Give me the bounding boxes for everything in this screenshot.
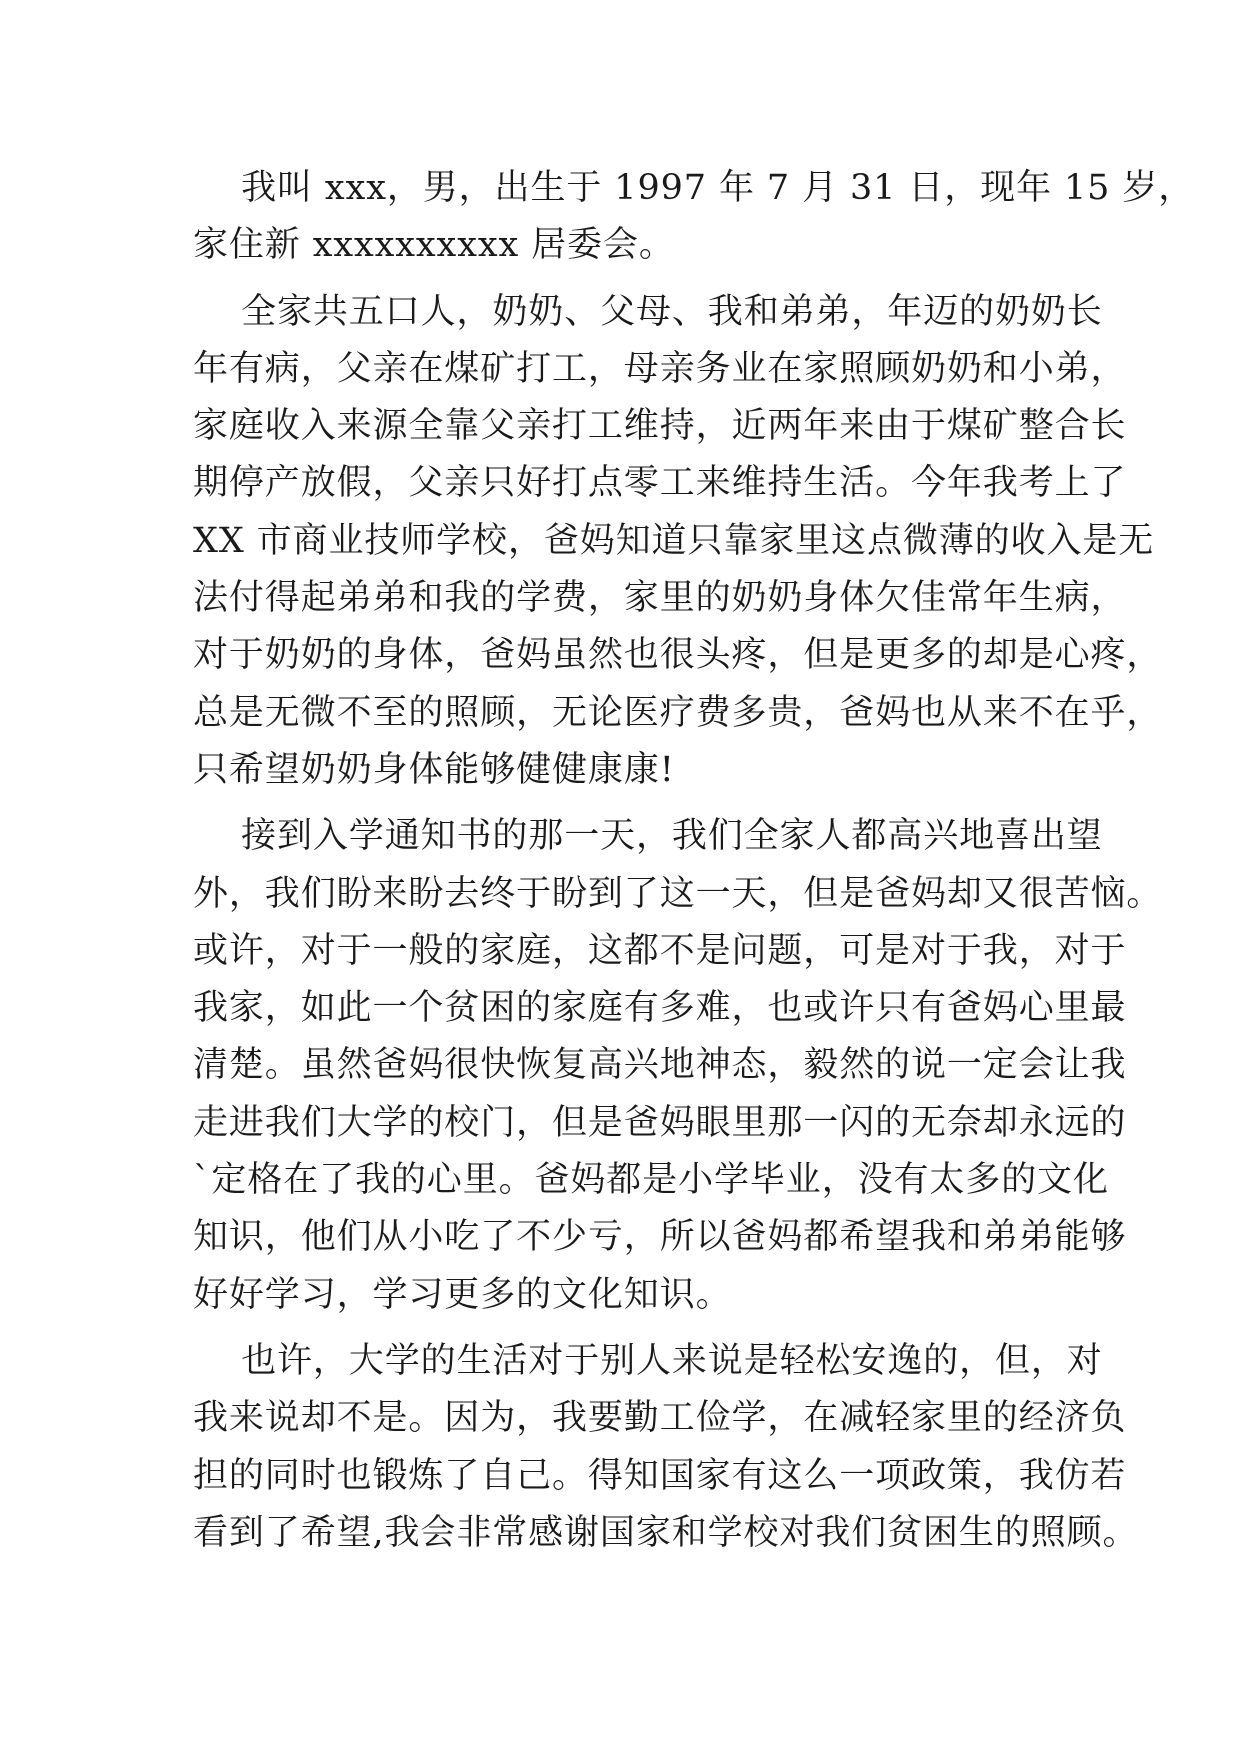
- text-line: 清楚。虽然爸妈很快恢复高兴地神态，毅然的说一定会让我: [193, 1045, 1127, 1086]
- text-line: 或许，对于一般的家庭，这都不是问题，可是对于我，对于: [193, 930, 1127, 971]
- text-line: 法付得起弟弟和我的学费，家里的奶奶身体欠佳常年生病，: [193, 578, 1127, 619]
- text-line: 年有病，父亲在煤矿打工，母亲务业在家照顾奶奶和小弟，: [193, 348, 1127, 389]
- text-line: 外，我们盼来盼去终于盼到了这一天，但是爸妈却又很苦恼。: [193, 873, 1163, 914]
- text-line: 全家共五口人，奶奶、父母、我和弟弟，年迈的奶奶长: [193, 291, 1103, 332]
- text-line: 家住新 xxxxxxxxxx 居委会。: [193, 225, 675, 266]
- text-line: 只希望奶奶身体能够健健康康!: [193, 749, 675, 790]
- text-line: 知识，他们从小吃了不少亏，所以爸妈都希望我和弟弟能够: [193, 1217, 1127, 1258]
- text-line: 看到了希望,我会非常感谢国家和学校对我们贫困生的照顾。: [193, 1512, 1139, 1553]
- text-line: 好好学习，学习更多的文化知识。: [193, 1274, 732, 1315]
- paragraph-3: [193, 808, 1163, 1324]
- paragraph-2: [193, 284, 1163, 800]
- text-line: 走进我们大学的校门，但是爸妈眼里那一闪的无奈却永远的: [193, 1102, 1127, 1143]
- text-line: 我叫 xxx，男，出生于 1997 年 7 月 31 日，现年 15 岁，: [193, 168, 1195, 208]
- text-line: 对于奶奶的身体，爸妈虽然也很头疼，但是更多的却是心疼，: [193, 635, 1163, 676]
- text-line: 家庭收入来源全靠父亲打工维持，近两年来由于煤矿整合长: [193, 406, 1127, 447]
- text-line: 担的同时也锻炼了自己。得知国家有这么一项政策，我仿若: [193, 1455, 1127, 1496]
- text-line: 接到入学通知书的那一天，我们全家人都高兴地喜出望: [193, 816, 1103, 857]
- text-line: 也许，大学的生活对于别人来说是轻松安逸的，但，对: [193, 1340, 1103, 1381]
- paragraph-4: [193, 1333, 1139, 1562]
- text-line: XX 市商业技师学校，爸妈知道只靠家里这点微薄的收入是无: [193, 520, 1155, 561]
- paragraph-1: [193, 160, 1195, 275]
- text-line: 总是无微不至的照顾，无论医疗费多贵，爸妈也从来不在乎，: [193, 692, 1163, 733]
- document-body: [193, 160, 1195, 1562]
- text-line: 期停产放假，父亲只好打点零工来维持生活。今年我考上了: [193, 463, 1127, 504]
- text-line: `定格在了我的心里。爸妈都是小学毕业，没有太多的文化: [193, 1160, 1109, 1201]
- text-line: 我来说却不是。因为，我要勤工俭学，在减轻家里的经济负: [193, 1398, 1127, 1439]
- text-line: 我家，如此一个贫困的家庭有多难，也或许只有爸妈心里最: [193, 988, 1127, 1029]
